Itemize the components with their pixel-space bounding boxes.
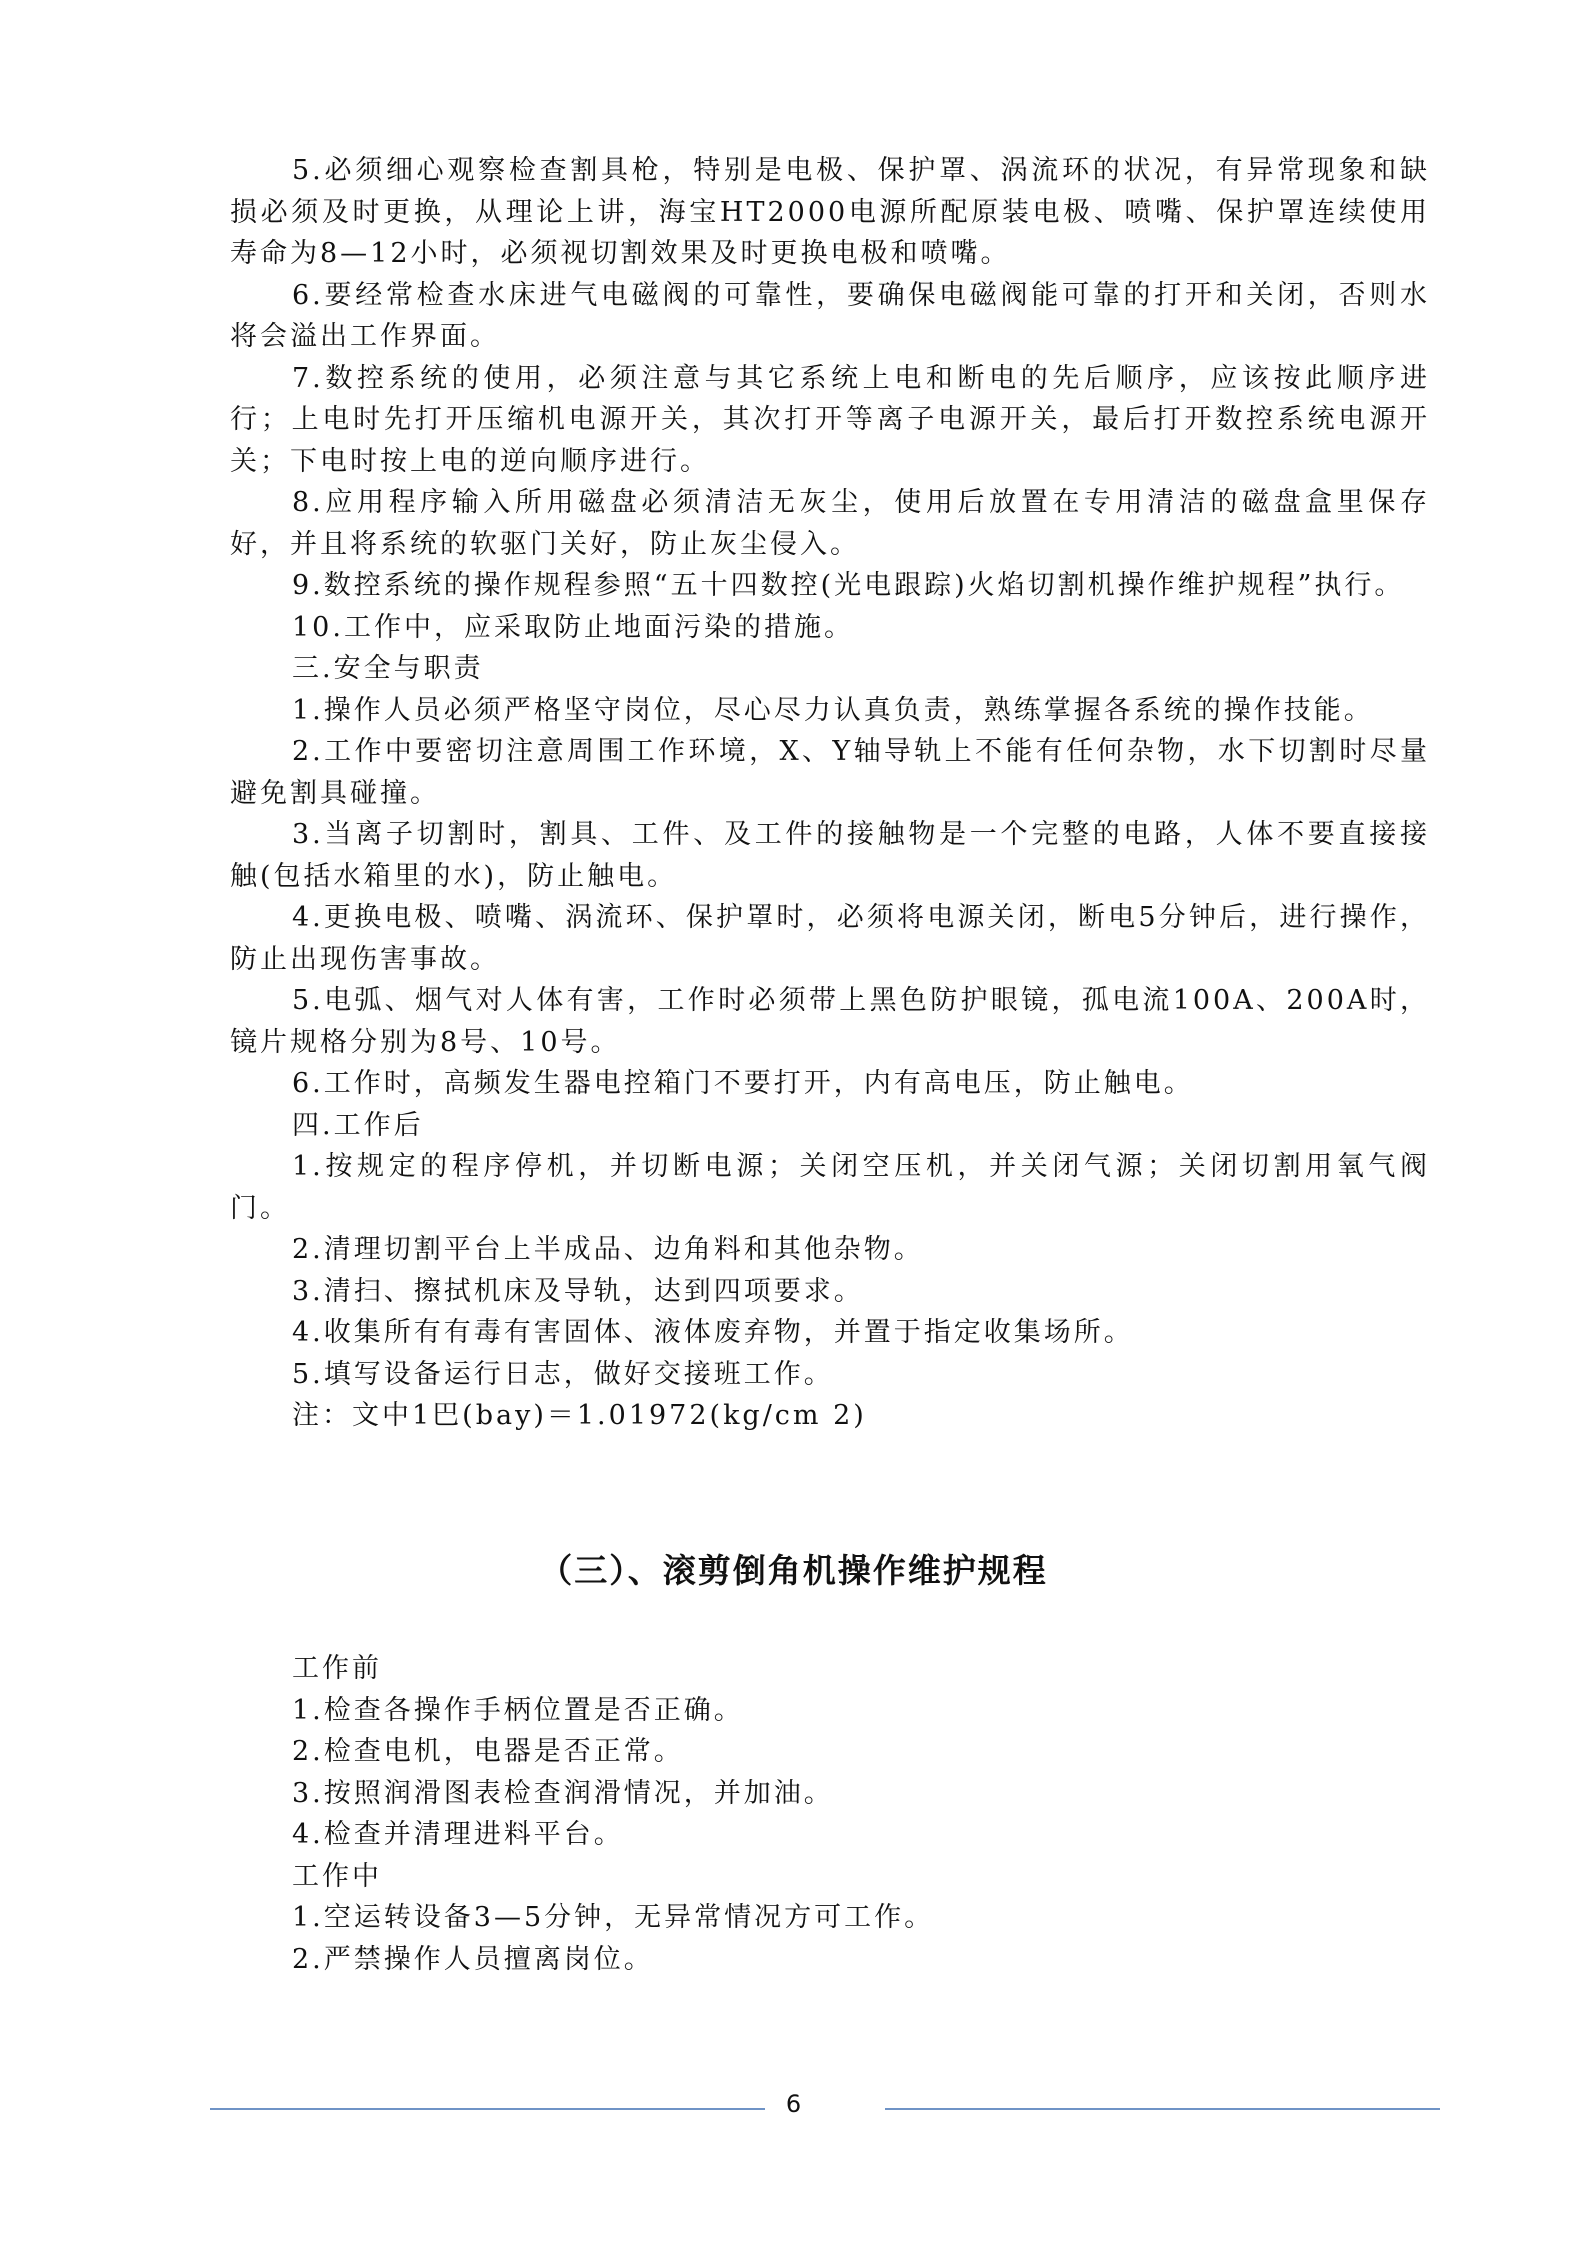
paragraph: 1.操作人员必须严格坚守岗位，尽心尽力认真负责，熟练掌握各系统的操作技能。 — [292, 694, 1374, 726]
paragraph: 1.空运转设备3—5分钟，无异常情况方可工作。 — [292, 1902, 935, 1933]
section-body — [230, 1648, 1430, 1980]
paragraph: 3.当离子切割时，割具、工件、及工件的接触物是一个完整的电路，人体不要直接接触(包括水箱里的水)，防止触电。 — [230, 819, 1430, 892]
page-number: 6 — [785, 2090, 802, 2118]
paragraph: 9.数控系统的操作规程参照“五十四数控(光电跟踪)火焰切割机操作维护规程”执行。 — [292, 570, 1405, 601]
paragraph: 4.检查并清理进料平台。 — [292, 1819, 624, 1850]
paragraph: 4.收集所有有毒有害固体、液体废弃物，并置于指定收集场所。 — [292, 1317, 1134, 1348]
paragraph: 2.清理切割平台上半成品、边角料和其他杂物。 — [292, 1234, 924, 1265]
footer-rule-right — [885, 2108, 1440, 2110]
paragraph: 6.要经常检查水床进气电磁阀的可靠性，要确保电磁阀能可靠的打开和关闭，否则水将会溢出工作界面。 — [230, 279, 1430, 352]
paragraph: 5.电弧、烟气对人体有害，工作时必须带上黑色防护眼镜，孤电流100A、200A时，镜片规格分别为8号、10号。 — [230, 985, 1430, 1058]
paragraph: 2.工作中要密切注意周围工作环境，X、Y轴导轨上不能有任何杂物，水下切割时尽量避免割具碰撞。 — [230, 736, 1430, 809]
subheading: 三.安全与职责 — [292, 653, 484, 684]
paragraph: 1.检查各操作手柄位置是否正确。 — [292, 1694, 744, 1726]
paragraph: 4.更换电极、喷嘴、涡流环、保护罩时，必须将电源关闭，断电5分钟后，进行操作，防止出现伤害事故。 — [230, 902, 1430, 975]
paragraph: 2.检查电机，电器是否正常。 — [292, 1736, 684, 1767]
section-title: （三）、滚剪倒角机操作维护规程 — [539, 1551, 1048, 1590]
paragraph: 2.严禁操作人员擅离岗位。 — [292, 1943, 654, 1975]
paragraph: 7.数控系统的使用，必须注意与其它系统上电和断电的先后顺序，应该按此顺序进行；上电时先打开压缩机电源开关，其次打开等离子电源开关，最后打开数控系统电源开关；下电时按上电的逆向顺序进行。 — [230, 362, 1430, 477]
subheading: 四.工作后 — [292, 1109, 424, 1141]
paragraph: 10.工作中，应采取防止地面污染的措施。 — [292, 611, 854, 643]
paragraph: 8.应用程序输入所用磁盘必须清洁无灰尘，使用后放置在专用清洁的磁盘盒里保存好，并且将系统的软驱门关好，防止灰尘侵入。 — [230, 487, 1430, 560]
paragraph: 3.按照润滑图表检查润滑情况，并加油。 — [292, 1777, 834, 1809]
subheading: 工作中 — [292, 1860, 382, 1892]
note: 注：文中1巴(bay)＝1.01972(kg/cm 2) — [292, 1400, 867, 1431]
paragraph: 1.按规定的程序停机，并切断电源；关闭空压机，并关闭气源；关闭切割用氧气阀门。 — [230, 1151, 1430, 1224]
subheading: 工作前 — [292, 1653, 382, 1684]
body-text — [230, 150, 1430, 1437]
paragraph: 6.工作时，高频发生器电控箱门不要打开，内有高电压，防止触电。 — [292, 1068, 1194, 1099]
paragraph: 5.填写设备运行日志，做好交接班工作。 — [292, 1358, 834, 1390]
paragraph: 3.清扫、擦拭机床及导轨，达到四项要求。 — [292, 1275, 864, 1307]
paragraph: 5.必须细心观察检查割具枪，特别是电极、保护罩、涡流环的状况，有异常现象和缺损必须及时更换，从理论上讲，海宝HT2000电源所配原装电极、喷嘴、保护罩连续使用寿命为8—12小时，必须视切割效果及时更换电极和喷嘴。 — [230, 155, 1430, 269]
